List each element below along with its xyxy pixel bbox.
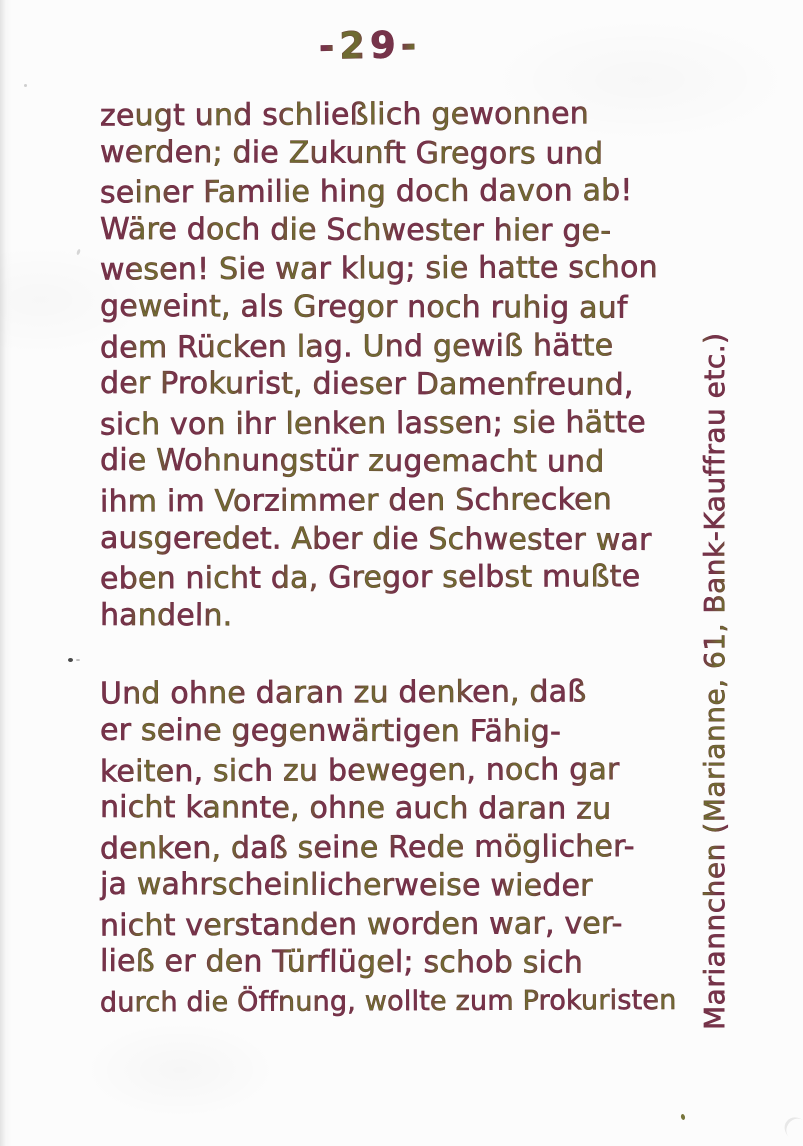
handwritten-line: keiten, sich zu bewegen, noch gar	[100, 750, 760, 791]
handwritten-line: werden; die Zukunft Gregors und	[100, 133, 760, 174]
handwritten-line: nicht verstanden worden war, ver-	[100, 904, 760, 945]
page-number: -29-	[0, 18, 740, 74]
scan-speck	[76, 659, 80, 661]
handwritten-line: seiner Familie hing doch davon ab!	[100, 172, 760, 213]
margin-note	[698, 220, 768, 1030]
scan-speck	[76, 249, 81, 256]
paragraph	[100, 674, 760, 1021]
handwritten-line: er seine gegenwärtigen Fähig-	[100, 712, 760, 753]
handwritten-body	[100, 96, 760, 1022]
scan-corner-mark	[780, 1113, 803, 1146]
paragraph	[100, 96, 760, 636]
scan-speck	[24, 84, 27, 87]
handwritten-line: die Wohnungstür zugemacht und	[100, 442, 760, 483]
handwritten-line: durch die Öffnung, wollte zum Prokuristen	[100, 982, 760, 1023]
handwritten-line: ließ er den Türflügel; schob sich	[100, 943, 760, 984]
handwritten-line: geweint, als Gregor noch ruhig auf	[100, 288, 760, 329]
handwritten-line: der Prokurist, dieser Damenfreund,	[100, 365, 760, 406]
handwritten-line: sich von ihr lenken lassen; sie hätte	[100, 403, 760, 444]
handwritten-line: ausgeredet. Aber die Schwester war	[100, 519, 760, 560]
handwritten-line: eben nicht da, Gregor selbst mußte	[100, 558, 760, 599]
scan-speck	[68, 658, 73, 662]
handwritten-line: dem Rücken lag. Und gewiß hätte	[100, 326, 760, 367]
margin-note-text: Mariannchen (Marianne, 61, Bank-Kauffrau etc.)	[698, 220, 731, 1030]
handwritten-line: denken, daß seine Rede möglicher-	[100, 827, 760, 868]
handwritten-line: nicht kannte, ohne auch daran zu	[100, 789, 760, 830]
scan-speck	[680, 1114, 685, 1121]
handwritten-line: Wäre doch die Schwester hier ge-	[100, 211, 760, 252]
handwritten-line: wesen! Sie war klug; sie hatte schon	[100, 249, 760, 290]
handwritten-line: ihm im Vorzimmer den Schrecken	[100, 480, 760, 521]
handwritten-line: handeln.	[100, 597, 760, 638]
handwritten-line: Und ohne daran zu denken, daß	[100, 673, 760, 714]
handwritten-line: zeugt und schließlich gewonnen	[100, 95, 760, 136]
handwritten-line: ja wahrscheinlicherweise wieder	[100, 866, 760, 907]
